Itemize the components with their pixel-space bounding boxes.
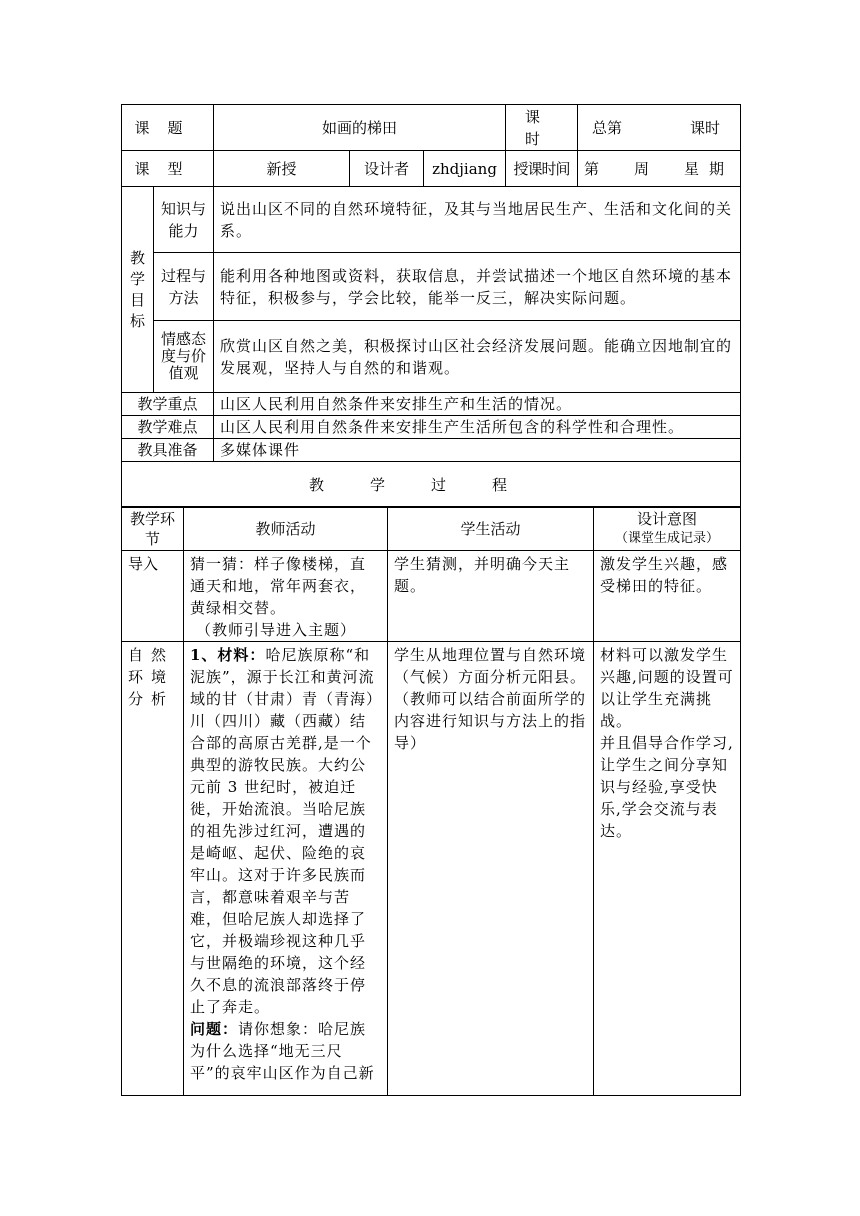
teacher-question (190, 1018, 381, 1084)
student-environment-note: （教师可以结合前面所学的内容进行知识与方法上的指导） (394, 690, 587, 752)
type-label: 课型 (122, 151, 214, 187)
goal-text-process: 能利用各种地图或资料，获取信息，并尝试描述一个地区自然环境的基本特征，积极参与，学会比较，能举一反三，解决实际问题。 (214, 253, 741, 321)
goal-label-attitude: 情感态度与价值观 (154, 321, 214, 393)
teacher-intro-riddle: 猜一猜：样子像楼梯，直通天和地，常年两套衣，黄绿相交替。 (190, 555, 367, 617)
material-text: 哈尼族原称“和泥族”，源于长江和黄河流域的甘（甘肃）青（青海）川（四川）藏（西藏）结合部的高原古羌群,是一个典型的游牧民族。大约公元前 3 世纪时，被迫迁徙，开始流浪。当哈尼族的祖先涉过红河，遭遇的是崎岖、起伏、险绝的哀牢山。这对于许多民族而言，都意味着艰辛与苦难，但哈尼族人却选择了它，并极端珍视这种几乎与世隔绝的环境，这个经久不息的流浪部落终于停止了奔走。 (190, 646, 375, 1016)
period-total: 总第 (592, 118, 623, 137)
time-value: 第 周 星期 (578, 151, 741, 187)
intent-environment-2: 并且倡导合作学习,让学生之间分享知识与经验,享受快乐,学会交流与表达。 (600, 734, 734, 840)
col-teacher-header: 教师活动 (184, 507, 388, 551)
intent-environment-1: 材料可以激发学生兴趣,问题的设置可以让学生充满挑战。 (600, 646, 734, 730)
col-intent-subtitle: （课堂生成记录） (614, 530, 719, 546)
process-title: 教学过程 (122, 462, 741, 508)
col-student-header: 学生活动 (388, 507, 594, 551)
col-intent-header (594, 507, 741, 551)
goal-label-process: 过程与方法 (154, 253, 214, 321)
question-label: 问题： (190, 1020, 239, 1038)
intent-intro: 激发学生兴趣，感受梯田的特征。 (594, 551, 741, 642)
col-stage-header: 教学环节 (122, 507, 184, 551)
question-text: 请你想象：哈尼族为什么选择“地无三尺平”的哀牢山区作为自己新 (190, 1020, 375, 1082)
process-table (121, 506, 741, 1096)
period-unit: 课时 (690, 118, 721, 137)
teacher-material (190, 644, 381, 1018)
teacher-intro-note: （教师引导进入主题） (196, 621, 357, 639)
student-environment-main: 学生从地理位置与自然环境（气候）方面分析元阳县。 (394, 646, 587, 686)
type-value: 新授 (214, 151, 350, 187)
goal-label-knowledge: 知识与能力 (154, 187, 214, 253)
tools-label: 教具准备 (122, 439, 214, 462)
difficulty-label: 教学难点 (122, 416, 214, 439)
key-point-text: 山区人民利用自然条件来安排生产和生活的情况。 (214, 393, 741, 416)
material-label: 1、材料： (190, 646, 266, 664)
intent-environment (594, 642, 741, 1096)
goals-label: 教学目标 (122, 187, 154, 393)
stage-intro: 导入 (122, 551, 184, 642)
student-environment (388, 642, 594, 1096)
col-intent-title: 设计意图 (636, 509, 697, 528)
designer-label: 设计者 (350, 151, 424, 187)
key-point-label: 教学重点 (122, 393, 214, 416)
goal-text-attitude: 欣赏山区自然之美，积极探讨山区社会经济发展问题。能确立因地制宜的发展观，坚持人与自然的和谐观。 (214, 321, 741, 393)
lesson-header-table (121, 104, 741, 508)
goal-text-knowledge: 说出山区不同的自然环境特征，及其与当地居民生产、生活和文化间的关系。 (214, 187, 741, 253)
period-label: 课时 (506, 105, 578, 151)
teacher-intro (184, 551, 388, 642)
student-intro: 学生猜测，并明确今天主题。 (388, 551, 594, 642)
teacher-environment (184, 642, 388, 1096)
topic-value: 如画的梯田 (214, 105, 506, 151)
stage-environment: 自然环境分析 (122, 642, 184, 1096)
tools-text: 多媒体课件 (214, 439, 741, 462)
designer-value: zhdjiang (424, 151, 506, 187)
time-label: 授课时间 (506, 151, 578, 187)
difficulty-text: 山区人民利用自然条件来安排生产生活所包含的科学性和合理性。 (214, 416, 741, 439)
topic-label: 课题 (122, 105, 214, 151)
period-value (578, 105, 741, 151)
